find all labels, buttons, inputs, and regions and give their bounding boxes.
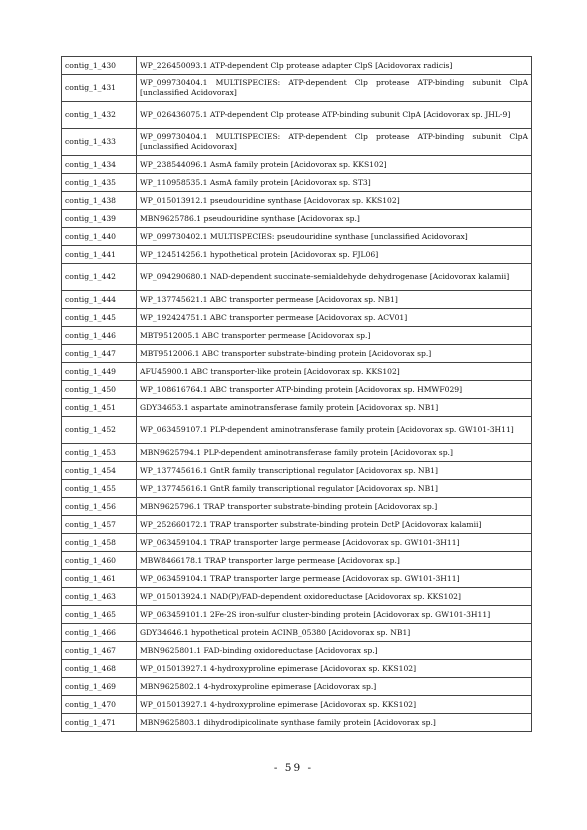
protein-description-cell: WP_026436075.1 ATP-dependent Clp protease ATP-binding subunit ClpA [Acidovorax sp. JHL-9] [137, 102, 532, 129]
table-body [62, 57, 532, 732]
contig-id-cell: contig_1_471 [62, 714, 137, 732]
protein-description-cell: WP_015013912.1 pseudouridine synthase [Acidovorax sp. KKS102] [137, 192, 532, 210]
protein-description-cell: AFU45900.1 ABC transporter-like protein [Acidovorax sp. KKS102] [137, 363, 532, 381]
protein-description-cell: MBW8466178.1 TRAP transporter large permease [Acidovorax sp.] [137, 552, 532, 570]
contig-id-cell: contig_1_470 [62, 696, 137, 714]
protein-description-cell: WP_192424751.1 ABC transporter permease [Acidovorax sp. ACV01] [137, 309, 532, 327]
protein-description-cell: WP_137745616.1 GntR family transcriptional regulator [Acidovorax sp. NB1] [137, 462, 532, 480]
table-row [62, 102, 532, 129]
table-row [62, 462, 532, 480]
protein-description-cell: MBN9625803.1 dihydrodipicolinate synthase family protein [Acidovorax sp.] [137, 714, 532, 732]
protein-description-cell: WP_063459104.1 TRAP transporter large permease [Acidovorax sp. GW101-3H11] [137, 534, 532, 552]
table-row [62, 714, 532, 732]
table-row [62, 75, 532, 102]
contig-id-cell: contig_1_457 [62, 516, 137, 534]
protein-description-cell: WP_252660172.1 TRAP transporter substrate-binding protein DctP [Acidovorax kalamii] [137, 516, 532, 534]
table-row [62, 678, 532, 696]
contig-id-cell: contig_1_453 [62, 444, 137, 462]
protein-description-cell: WP_226450093.1 ATP-dependent Clp protease adapter ClpS [Acidovorax radicis] [137, 57, 532, 75]
protein-description-cell: GDY34646.1 hypothetical protein ACINB_05380 [Acidovorax sp. NB1] [137, 624, 532, 642]
contig-id-cell: contig_1_431 [62, 75, 137, 102]
protein-description-cell: WP_238544096.1 AsmA family protein [Acidovorax sp. KKS102] [137, 156, 532, 174]
contig-id-cell: contig_1_461 [62, 570, 137, 588]
contig-id-cell: contig_1_434 [62, 156, 137, 174]
protein-description-cell: WP_063459104.1 TRAP transporter large permease [Acidovorax sp. GW101-3H11] [137, 570, 532, 588]
contig-annotation-table [61, 56, 532, 732]
table-row [62, 129, 532, 156]
table-row [62, 363, 532, 381]
table-row [62, 399, 532, 417]
contig-id-cell: contig_1_439 [62, 210, 137, 228]
contig-id-cell: contig_1_465 [62, 606, 137, 624]
table-row [62, 417, 532, 444]
protein-description-cell: MBT9512006.1 ABC transporter substrate-binding protein [Acidovorax sp.] [137, 345, 532, 363]
protein-description-cell: WP_110958535.1 AsmA family protein [Acidovorax sp. ST3] [137, 174, 532, 192]
table-row [62, 444, 532, 462]
contig-id-cell: contig_1_442 [62, 264, 137, 291]
protein-description-cell: WP_099730402.1 MULTISPECIES: pseudouridine synthase [unclassified Acidovorax] [137, 228, 532, 246]
contig-id-cell: contig_1_467 [62, 642, 137, 660]
contig-id-cell: contig_1_469 [62, 678, 137, 696]
contig-id-cell: contig_1_463 [62, 588, 137, 606]
table-row [62, 345, 532, 363]
contig-id-cell: contig_1_449 [62, 363, 137, 381]
table-row [62, 210, 532, 228]
table-row [62, 228, 532, 246]
table-row [62, 327, 532, 345]
protein-description-cell: WP_137745621.1 ABC transporter permease [Acidovorax sp. NB1] [137, 291, 532, 309]
protein-description-cell: MBT9512005.1 ABC transporter permease [Acidovorax sp.] [137, 327, 532, 345]
protein-description-cell: WP_099730404.1 MULTISPECIES: ATP-dependent Clp protease ATP-binding subunit ClpA [unclassified Acidovorax] [137, 75, 532, 102]
contig-id-cell: contig_1_458 [62, 534, 137, 552]
page-number: - 59 - [273, 762, 314, 774]
contig-id-cell: contig_1_452 [62, 417, 137, 444]
protein-description-cell: MBN9625802.1 4-hydroxyproline epimerase [Acidovorax sp.] [137, 678, 532, 696]
table-row [62, 696, 532, 714]
contig-id-cell: contig_1_440 [62, 228, 137, 246]
contig-id-cell: contig_1_456 [62, 498, 137, 516]
contig-id-cell: contig_1_455 [62, 480, 137, 498]
protein-description-cell: GDY34653.1 aspartate aminotransferase family protein [Acidovorax sp. NB1] [137, 399, 532, 417]
table-row [62, 381, 532, 399]
table-row [62, 498, 532, 516]
table-row [62, 606, 532, 624]
contig-id-cell: contig_1_445 [62, 309, 137, 327]
contig-id-cell: contig_1_460 [62, 552, 137, 570]
protein-description-cell: WP_015013927.1 4-hydroxyproline epimerase [Acidovorax sp. KKS102] [137, 696, 532, 714]
protein-description-cell: MBN9625794.1 PLP-dependent aminotransferase family protein [Acidovorax sp.] [137, 444, 532, 462]
table-row [62, 660, 532, 678]
contig-id-cell: contig_1_441 [62, 246, 137, 264]
protein-description-cell: WP_015013924.1 NAD(P)/FAD-dependent oxidoreductase [Acidovorax sp. KKS102] [137, 588, 532, 606]
contig-id-cell: contig_1_468 [62, 660, 137, 678]
contig-id-cell: contig_1_432 [62, 102, 137, 129]
table-row [62, 57, 532, 75]
contig-id-cell: contig_1_446 [62, 327, 137, 345]
table-row [62, 570, 532, 588]
contig-id-cell: contig_1_430 [62, 57, 137, 75]
table-row [62, 624, 532, 642]
protein-description-cell: WP_099730404.1 MULTISPECIES: ATP-dependent Clp protease ATP-binding subunit ClpA [unclassified Acidovorax] [137, 129, 532, 156]
protein-description-cell: MBN9625786.1 pseudouridine synthase [Acidovorax sp.] [137, 210, 532, 228]
protein-description-cell: WP_063459101.1 2Fe-2S iron-sulfur cluster-binding protein [Acidovorax sp. GW101-3H11] [137, 606, 532, 624]
contig-id-cell: contig_1_454 [62, 462, 137, 480]
table-row [62, 642, 532, 660]
contig-id-cell: contig_1_447 [62, 345, 137, 363]
protein-description-cell: MBN9625801.1 FAD-binding oxidoreductase [Acidovorax sp.] [137, 642, 532, 660]
table-row [62, 534, 532, 552]
protein-description-cell: WP_137745616.1 GntR family transcriptional regulator [Acidovorax sp. NB1] [137, 480, 532, 498]
protein-description-cell: WP_094290680.1 NAD-dependent succinate-semialdehyde dehydrogenase [Acidovorax kalamii] [137, 264, 532, 291]
contig-id-cell: contig_1_466 [62, 624, 137, 642]
protein-description-cell: MBN9625796.1 TRAP transporter substrate-binding protein [Acidovorax sp.] [137, 498, 532, 516]
protein-description-cell: WP_063459107.1 PLP-dependent aminotransferase family protein [Acidovorax sp. GW101-3H11] [137, 417, 532, 444]
contig-id-cell: contig_1_444 [62, 291, 137, 309]
table-row [62, 480, 532, 498]
table-row [62, 246, 532, 264]
table-row [62, 174, 532, 192]
table-row [62, 192, 532, 210]
table-row [62, 156, 532, 174]
table-row [62, 516, 532, 534]
contig-id-cell: contig_1_450 [62, 381, 137, 399]
contig-id-cell: contig_1_451 [62, 399, 137, 417]
protein-description-cell: WP_124514256.1 hypothetical protein [Acidovorax sp. FJL06] [137, 246, 532, 264]
table-row [62, 552, 532, 570]
protein-description-cell: WP_015013927.1 4-hydroxyproline epimerase [Acidovorax sp. KKS102] [137, 660, 532, 678]
table-row [62, 291, 532, 309]
contig-id-cell: contig_1_435 [62, 174, 137, 192]
protein-description-cell: WP_108616764.1 ABC transporter ATP-binding protein [Acidovorax sp. HMWF029] [137, 381, 532, 399]
table-row [62, 309, 532, 327]
contig-id-cell: contig_1_438 [62, 192, 137, 210]
table-row [62, 264, 532, 291]
contig-id-cell: contig_1_433 [62, 129, 137, 156]
table-row [62, 588, 532, 606]
